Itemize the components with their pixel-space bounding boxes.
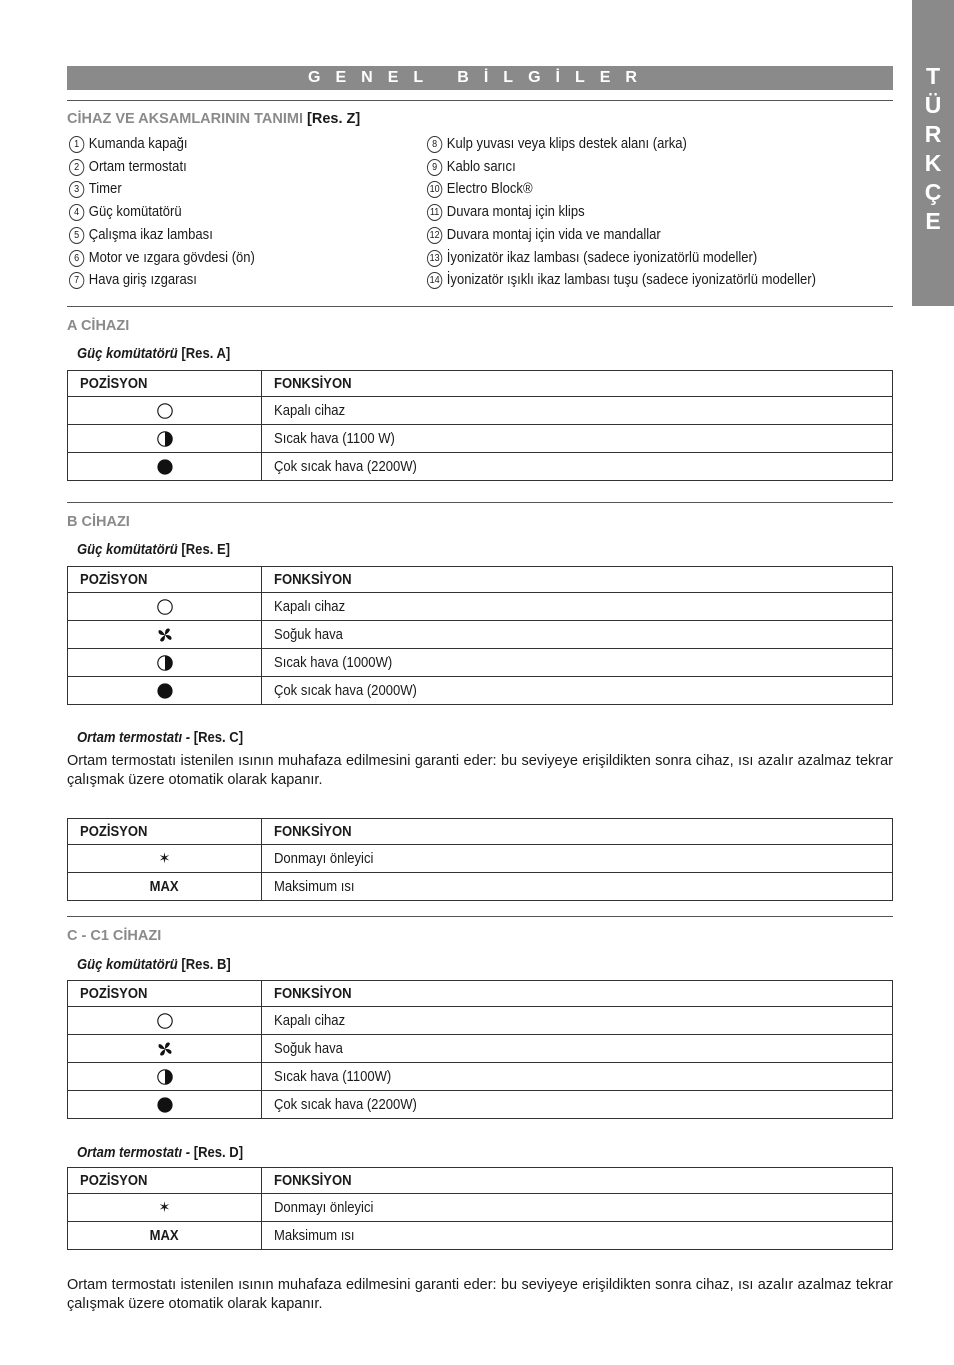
position-cell <box>68 1091 262 1119</box>
function-cell <box>262 453 893 481</box>
function-text: Sıcak hava (1100 W) <box>274 430 395 447</box>
header-text: FONKSİYON <box>274 1172 352 1189</box>
position-cell <box>68 1035 262 1063</box>
table-header <box>68 981 893 1007</box>
subheading-ref: [Res. B] <box>181 957 231 973</box>
list-item <box>69 156 255 179</box>
snowflake-icon: ✶ <box>158 850 171 867</box>
list-item <box>69 247 255 270</box>
function-text: Kapalı cihaz <box>274 598 346 615</box>
item-number: 12 <box>427 227 442 244</box>
table-row <box>68 1222 893 1250</box>
parts-list-left <box>69 133 255 292</box>
position-cell <box>68 1063 262 1091</box>
table-row <box>68 1194 893 1222</box>
list-item <box>69 201 255 224</box>
function-text: Soğuk hava <box>274 1040 343 1057</box>
position-cell <box>68 1007 262 1035</box>
header-text: FONKSİYON <box>274 375 352 392</box>
function-cell <box>262 873 893 901</box>
table-header <box>68 371 893 397</box>
header-text: POZİSYON <box>80 985 148 1002</box>
table-row <box>68 1035 893 1063</box>
item-text: Electro Block® <box>446 181 533 198</box>
function-text: Donmayı önleyici <box>274 1199 374 1216</box>
parts-heading-ref: [Res. Z] <box>307 111 361 127</box>
function-cell <box>262 1035 893 1063</box>
subheading-italic: Ortam termostatı - <box>77 1145 191 1161</box>
page-title: GENEL BİLGİLER <box>67 66 893 90</box>
list-item <box>69 224 255 247</box>
divider <box>67 306 893 307</box>
language-letter: Ç <box>924 179 942 205</box>
divider <box>67 502 893 503</box>
item-number: 9 <box>427 159 442 176</box>
column-header-function <box>262 371 893 397</box>
empty-circle-icon <box>157 599 173 615</box>
column-header-position <box>68 819 262 845</box>
item-text: Motor ve ızgara gövdesi (ön) <box>88 249 255 266</box>
function-cell <box>262 1222 893 1250</box>
table-row <box>68 453 893 481</box>
subheading-italic: Ortam termostatı - <box>77 730 191 746</box>
empty-circle-icon <box>157 403 173 419</box>
table-row <box>68 397 893 425</box>
list-item <box>69 269 255 292</box>
divider <box>67 916 893 917</box>
function-cell <box>262 1063 893 1091</box>
header-text: POZİSYON <box>80 571 148 588</box>
item-text: Kablo sarıcı <box>446 158 516 175</box>
position-cell <box>68 873 262 901</box>
item-text: Ortam termostatı <box>88 158 187 175</box>
item-number: 13 <box>427 250 442 267</box>
item-number: 4 <box>69 204 84 221</box>
function-cell <box>262 397 893 425</box>
item-text: Duvara montaj için vida ve mandallar <box>446 226 661 243</box>
function-cell <box>262 425 893 453</box>
item-number: 3 <box>69 181 84 198</box>
function-text: Kapalı cihaz <box>274 402 346 419</box>
item-text: Kulp yuvası veya klips destek alanı (arka) <box>446 136 687 152</box>
table-row <box>68 873 893 901</box>
subheading-italic: Güç komütatörü <box>77 346 178 362</box>
function-cell <box>262 621 893 649</box>
item-number: 1 <box>69 136 84 153</box>
function-text: Maksimum ısı <box>274 1227 355 1244</box>
list-item <box>427 133 816 156</box>
list-item <box>427 201 816 224</box>
table-row <box>68 1063 893 1091</box>
list-item <box>69 178 255 201</box>
item-number: 11 <box>427 204 442 221</box>
section-c-table <box>67 980 893 1119</box>
table-row <box>68 1007 893 1035</box>
section-b-subheading <box>77 542 230 558</box>
function-cell <box>262 845 893 873</box>
item-number: 8 <box>427 136 442 153</box>
parts-heading <box>67 111 360 127</box>
column-header-position <box>68 371 262 397</box>
header-text: POZİSYON <box>80 823 148 840</box>
function-cell <box>262 677 893 705</box>
thermostat-description: Ortam termostatı istenilen ısının muhafaza edilmesini garanti eder: bu seviyeye erişildikten sonra cihaz, ısı azalır azalmaz tekrar çalışmak üzere otomatik olarak kapanır. <box>67 753 893 788</box>
position-cell <box>68 397 262 425</box>
column-header-position <box>68 1168 262 1194</box>
position-cell <box>68 1194 262 1222</box>
language-letter: E <box>925 208 941 234</box>
list-item <box>427 156 816 179</box>
list-item <box>427 178 816 201</box>
empty-circle-icon <box>157 1013 173 1029</box>
item-number: 5 <box>69 227 84 244</box>
subheading-italic: Güç komütatörü <box>77 542 178 558</box>
section-a-table <box>67 370 893 481</box>
table-row <box>68 621 893 649</box>
parts-heading-text: CİHAZ VE AKSAMLARININ TANIMI <box>67 111 304 127</box>
function-text: Çok sıcak hava (2200W) <box>274 1096 417 1113</box>
list-item <box>427 224 816 247</box>
function-text: Çok sıcak hava (2000W) <box>274 682 417 699</box>
parts-list-right <box>427 133 816 292</box>
header-text: FONKSİYON <box>274 571 352 588</box>
section-b-thermostat-subheading <box>77 730 243 746</box>
item-text: Çalışma ikaz lambası <box>88 226 213 243</box>
section-c-thermostat-table <box>67 1167 893 1250</box>
function-cell <box>262 593 893 621</box>
header-text: FONKSİYON <box>274 985 352 1002</box>
language-letter: Ü <box>924 92 942 118</box>
item-text: İyonizatör ışıklı ikaz lambası tuşu (sadece iyonizatörlü modeller) <box>446 272 816 289</box>
function-text: Donmayı önleyici <box>274 850 374 867</box>
position-cell <box>68 845 262 873</box>
section-c-heading: C - C1 CİHAZI <box>67 928 162 944</box>
position-cell <box>68 425 262 453</box>
language-letter: K <box>924 150 942 176</box>
subheading-italic: Güç komütatörü <box>77 957 178 973</box>
column-header-function <box>262 567 893 593</box>
language-tab <box>912 0 954 306</box>
fan-icon <box>157 627 173 643</box>
function-cell <box>262 1091 893 1119</box>
full-circle-icon <box>157 1097 173 1113</box>
section-c-subheading <box>77 957 231 973</box>
thermostat-description: Ortam termostatı istenilen ısının muhafaza edilmesini garanti eder: bu seviyeye erişildikten sonra cihaz, ısı azalır azalmaz tekrar çalışmak üzere otomatik olarak kapanır. <box>67 1277 893 1312</box>
table-header <box>68 819 893 845</box>
position-cell <box>68 649 262 677</box>
column-header-function <box>262 819 893 845</box>
function-text: Sıcak hava (1000W) <box>274 654 393 671</box>
function-cell <box>262 1194 893 1222</box>
position-cell <box>68 677 262 705</box>
section-b-table <box>67 566 893 705</box>
subheading-ref: [Res. E] <box>181 542 231 558</box>
column-header-function <box>262 981 893 1007</box>
section-c-thermostat-subheading <box>77 1145 243 1161</box>
position-cell <box>68 593 262 621</box>
function-text: Çok sıcak hava (2200W) <box>274 458 417 475</box>
function-cell <box>262 649 893 677</box>
item-text: İyonizatör ikaz lambası (sadece iyonizatörlü modeller) <box>446 249 758 266</box>
table-header <box>68 1168 893 1194</box>
table-row <box>68 425 893 453</box>
header-text: POZİSYON <box>80 375 148 392</box>
item-number: 7 <box>69 272 84 289</box>
section-a-subheading <box>77 346 230 362</box>
column-header-position <box>68 567 262 593</box>
function-text: Soğuk hava <box>274 626 343 643</box>
item-text: Güç komütatörü <box>88 204 182 221</box>
table-header <box>68 567 893 593</box>
table-row <box>68 1091 893 1119</box>
position-cell <box>68 453 262 481</box>
snowflake-icon: ✶ <box>158 1199 171 1216</box>
header-text: POZİSYON <box>80 1172 148 1189</box>
half-circle-icon <box>157 1069 173 1085</box>
column-header-position <box>68 981 262 1007</box>
column-header-function <box>262 1168 893 1194</box>
table-row <box>68 649 893 677</box>
list-item <box>427 247 816 270</box>
item-text: Timer <box>88 181 122 198</box>
item-number: 10 <box>427 181 442 198</box>
subheading-ref: [Res. C] <box>193 730 244 746</box>
half-circle-icon <box>157 431 173 447</box>
list-item <box>427 269 816 292</box>
subheading-ref: [Res. A] <box>181 346 231 362</box>
language-letter: R <box>924 121 942 147</box>
item-number: 14 <box>427 272 442 289</box>
function-text: Maksimum ısı <box>274 878 355 895</box>
header-text: FONKSİYON <box>274 823 352 840</box>
item-number: 2 <box>69 159 84 176</box>
half-circle-icon <box>157 655 173 671</box>
full-circle-icon <box>157 459 173 475</box>
item-number: 6 <box>69 250 84 267</box>
table-row <box>68 845 893 873</box>
function-text: Sıcak hava (1100W) <box>274 1068 392 1085</box>
list-item <box>69 133 255 156</box>
function-text: Kapalı cihaz <box>274 1012 346 1029</box>
position-text: MAX <box>149 1227 179 1244</box>
full-circle-icon <box>157 683 173 699</box>
position-text: MAX <box>149 878 179 895</box>
section-b-heading: B CİHAZI <box>67 514 130 530</box>
function-cell <box>262 1007 893 1035</box>
item-text: Kumanda kapağı <box>88 136 188 152</box>
table-row <box>68 593 893 621</box>
item-text: Duvara montaj için klips <box>446 204 585 221</box>
table-row <box>68 677 893 705</box>
position-cell <box>68 1222 262 1250</box>
section-a-heading: A CİHAZI <box>67 318 130 334</box>
fan-icon <box>157 1041 173 1057</box>
divider <box>67 100 893 101</box>
subheading-ref: [Res. D] <box>193 1145 244 1161</box>
language-letter: T <box>925 63 941 89</box>
section-b-thermostat-table <box>67 818 893 901</box>
item-text: Hava giriş ızgarası <box>88 272 197 289</box>
position-cell <box>68 621 262 649</box>
